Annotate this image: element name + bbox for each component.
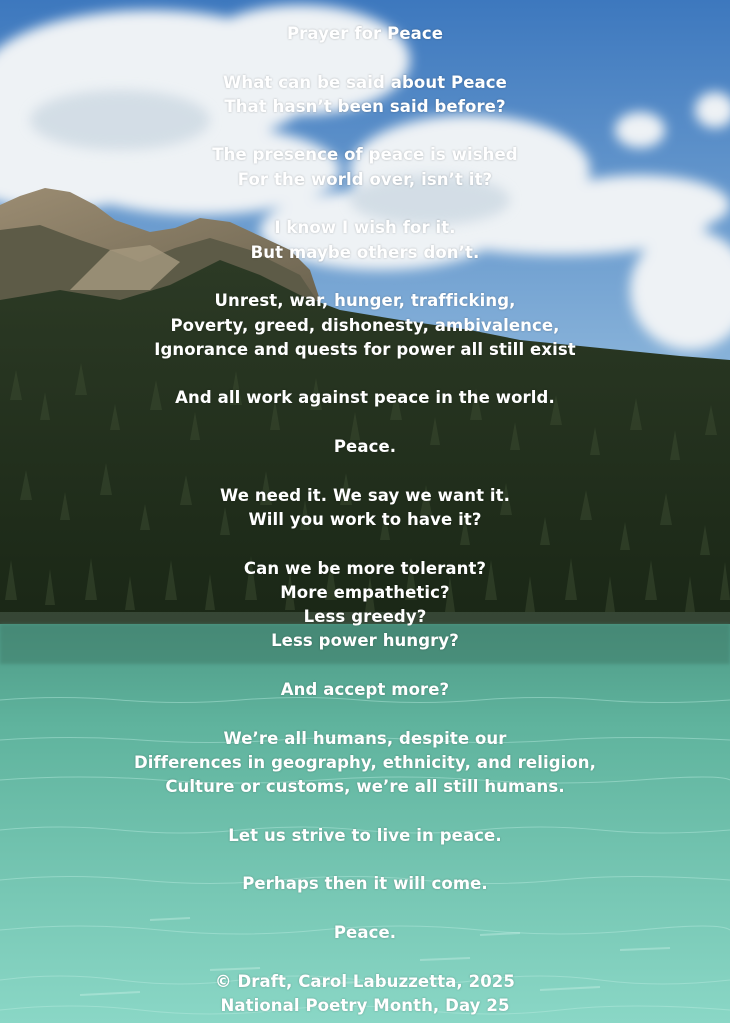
poem-line: Let us strive to live in peace. (228, 825, 502, 845)
poem-line: Less power hungry? (271, 631, 459, 651)
poem-line: We need it. We say we want it. (219, 485, 511, 505)
poem-stanza (0, 678, 730, 702)
poem-stanza (0, 386, 730, 410)
poem-line: We’re all humans, despite our (223, 728, 507, 748)
poem-line: More empathetic? (280, 582, 450, 602)
poem-stanza (0, 872, 730, 896)
poem-line: Unrest, war, hunger, trafficking, (214, 291, 516, 311)
poem-line: That hasn’t been said before? (224, 96, 506, 116)
poem-stanza (0, 921, 730, 945)
poem-body (0, 71, 730, 1019)
poem-line: I know I wish for it. (274, 218, 456, 238)
poem-stanza (0, 216, 730, 265)
poem-line: Less greedy? (303, 607, 427, 627)
poem-line: What can be said about Peace (223, 72, 507, 92)
poem-line: Ignorance and quests for power all still exist (154, 339, 576, 359)
poem-line: Will you work to have it? (248, 509, 482, 529)
poem-line: National Poetry Month, Day 25 (220, 995, 510, 1015)
poem-line: Poverty, greed, dishonesty, ambivalence, (170, 315, 560, 335)
poem (0, 22, 730, 1018)
poem-line: Can we be more tolerant? (243, 558, 487, 578)
poem-line: Culture or customs, we’re all still humans. (165, 777, 565, 797)
poem-line: And accept more? (280, 680, 450, 700)
poem-stanza (0, 557, 730, 654)
poem-line: Peace. (333, 922, 397, 942)
poem-line: Differences in geography, ethnicity, and religion, (133, 752, 597, 772)
poem-stanza (0, 435, 730, 459)
poem-line: But maybe others don’t. (250, 242, 480, 262)
poem-stanza (0, 484, 730, 533)
poem-stanza (0, 289, 730, 362)
poem-line: For the world over, isn’t it? (237, 169, 493, 189)
poem-stanza (0, 824, 730, 848)
poem-stanza (0, 71, 730, 120)
poem-title: Prayer for Peace (286, 24, 444, 43)
poem-stanza (0, 727, 730, 800)
poem-line: Perhaps then it will come. (242, 874, 488, 894)
poem-line: The presence of peace is wished (212, 145, 518, 165)
poem-stanza (0, 970, 730, 1019)
poem-title-stanza (0, 22, 730, 46)
poem-stanza (0, 143, 730, 192)
poem-line: And all work against peace in the world. (175, 388, 555, 408)
poem-line: Peace. (333, 437, 397, 457)
poem-line: © Draft, Carol Labuzzetta, 2025 (215, 971, 515, 991)
